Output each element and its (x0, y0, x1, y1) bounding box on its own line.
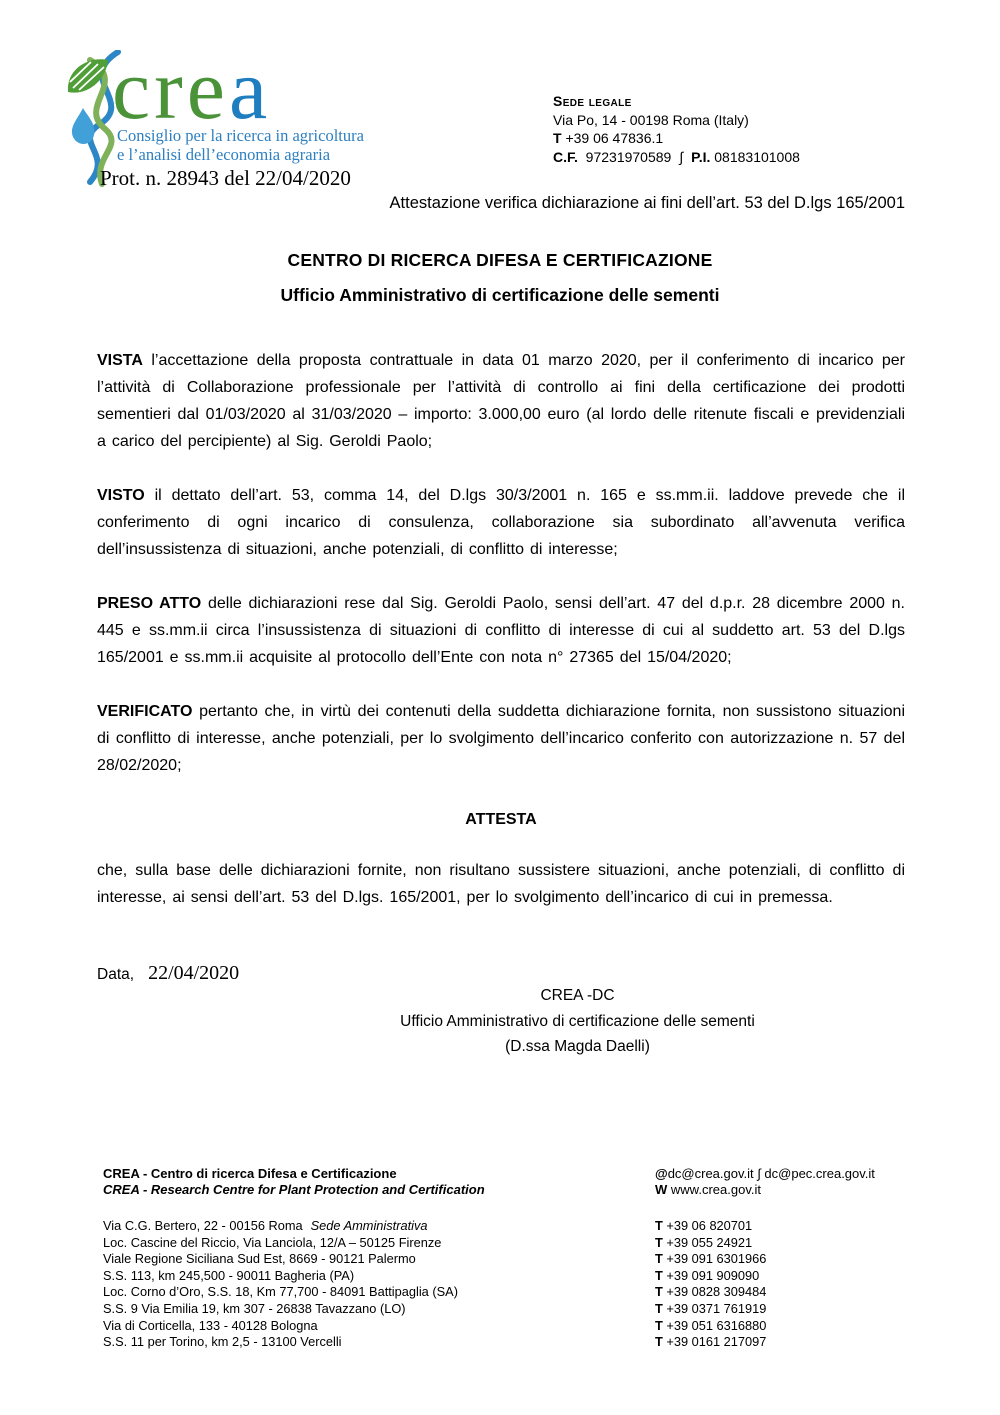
footer-address-row (103, 1318, 655, 1335)
web-value: www.crea.gov.it (670, 1182, 761, 1197)
separator-glyph: ∫ (679, 148, 684, 165)
center-title: CENTRO DI RICERCA DIFESA E CERTIFICAZIONE (287, 250, 713, 270)
paragraph-visto (97, 482, 905, 563)
phone-value: +39 0828 309484 (666, 1284, 767, 1300)
footer-address-row (103, 1334, 655, 1351)
logo-tagline (117, 126, 364, 164)
phone-value: +39 055 24921 (666, 1234, 753, 1250)
web-label: W (655, 1182, 668, 1197)
address-text: Viale Regione Siciliana Sud Est, 8669 - 90121 Palermo (103, 1251, 416, 1267)
sede-address: Via Po, 14 - 00198 Roma (Italy) (553, 111, 749, 128)
address-text: S.S. 9 Via Emilia 19, km 307 - 26838 Tavazzano (LO) (103, 1300, 406, 1316)
phone-label: T (655, 1334, 663, 1350)
footer-phone-row (655, 1301, 918, 1318)
legal-office-block (553, 92, 800, 166)
footer-address-row (103, 1218, 655, 1235)
office-subtitle: Ufficio Amministrativo di certificazione delle sementi (280, 285, 720, 305)
footer-address-row (103, 1284, 655, 1301)
footer-left-column (103, 1166, 655, 1351)
paragraph-vista-lead: VISTA (97, 352, 143, 369)
footer-contact-block (655, 1166, 918, 1218)
footer (103, 1166, 918, 1351)
footer-phone-row (655, 1334, 918, 1351)
paragraph-preso-atto (97, 590, 905, 671)
phone-label: T (655, 1267, 663, 1283)
footer-right-column (655, 1166, 918, 1351)
phone-value: +39 051 6316880 (666, 1317, 767, 1333)
footer-org-block (103, 1166, 655, 1218)
paragraph-vista-text: l’accettazione della proposta contrattuale in data 01 marzo 2020, per il conferimento di incarico per l’attività di Collaborazione professionale per l’attività di controllo ai fini della certificazione dei prodotti sementieri dal 01/03/2020 al 31/03/2020 – importo: 3.000,00 euro (al lordo delle ritenute fiscali e previdenziali a carico del percipiente) al Sig. Geroldi Paolo; (97, 352, 905, 450)
phone-label: T (655, 1251, 663, 1267)
sede-phone-line (553, 129, 800, 148)
footer-email-line (655, 1166, 918, 1182)
paragraph-vista (97, 347, 905, 455)
footer-address-row (103, 1268, 655, 1285)
protocol-line: Prot. n. 28943 del 22/04/2020 (100, 166, 351, 190)
signature-name: (D.ssa Magda Daelli) (505, 1038, 650, 1055)
email-label: @ (655, 1166, 668, 1181)
attesta-body: che, sulla base delle dichiarazioni fornite, non risultano sussistere situazioni, anche potenziali, di conflitto di interesse, ai sensi dell’art. 53 del D.lgs. 165/2001, per lo svolgimento dell’incarico di cui in premessa. (97, 862, 905, 906)
phone-value: +39 06 820701 (666, 1218, 753, 1233)
footer-phone-row (655, 1218, 918, 1235)
document-body (97, 347, 905, 938)
footer-phone-row (655, 1318, 918, 1335)
paragraph-preso-atto-lead: PRESO ATTO (97, 595, 202, 612)
phone-label: T (655, 1284, 663, 1300)
footer-address-row (103, 1235, 655, 1252)
footer-address-row (103, 1301, 655, 1318)
phone-value: +39 0371 761919 (666, 1300, 767, 1316)
phone-label: T (655, 1234, 663, 1250)
footer-org-english: CREA - Research Centre for Plant Protection and Certification (103, 1182, 485, 1197)
phone-value: +39 0161 217097 (666, 1334, 767, 1350)
address-text: Via di Corticella, 133 - 40128 Bologna (103, 1317, 318, 1333)
phone-value: +39 091 909090 (666, 1267, 760, 1283)
footer-phone-row (655, 1284, 918, 1301)
attesta-heading: ATTESTA (465, 811, 537, 828)
fiscal-line (553, 148, 800, 167)
cf-label: C.F. (553, 148, 578, 165)
paragraph-verificato (97, 698, 905, 779)
tagline-line2: e l’analisi dell’economia agraria (117, 145, 331, 164)
phone-label: T (553, 130, 562, 146)
address-text: S.S. 113, km 245,500 - 90011 Bagheria (PA) (103, 1267, 355, 1283)
document-subject: Attestazione verifica dichiarazione ai fini dell’art. 53 del D.lgs 165/2001 (389, 194, 905, 212)
date-value: 22/04/2020 (148, 962, 240, 984)
paragraph-verificato-text: pertanto che, in virtù dei contenuti della suddetta dichiarazione fornita, non sussistono situazioni di conflitto di interesse, anche potenziali, per lo svolgimento dell’incarico conferito con autorizzazione n. 57 del 28/02/2020; (97, 703, 905, 774)
brand-blue-text: a (228, 41, 272, 137)
address-text: Loc. Corno d’Oro, S.S. 18, Km 77,700 - 84091 Battipaglia (SA) (103, 1284, 458, 1300)
brand-green-text: cre (112, 41, 229, 137)
sede-legale-heading: Sede legale (553, 93, 632, 109)
pi-label: P.I. (691, 148, 711, 165)
date-label: Data, (97, 966, 135, 983)
phone-label: T (655, 1218, 663, 1233)
address-text: Via C.G. Bertero, 22 - 00156 Roma (103, 1218, 303, 1233)
tagline-line1: Consiglio per la ricerca in agricoltura (117, 126, 364, 145)
date-line (97, 962, 239, 985)
email-values: dc@crea.gov.it ∫ dc@pec.crea.gov.it (667, 1166, 875, 1181)
footer-address-row (103, 1251, 655, 1268)
address-text: Loc. Cascine del Riccio, Via Lanciola, 12/A – 50125 Firenze (103, 1234, 442, 1250)
address-note: Sede Amministrativa (310, 1218, 428, 1233)
paragraph-visto-lead: VISTO (97, 487, 145, 504)
phone-label: T (655, 1300, 663, 1316)
signature-office: Ufficio Amministrativo di certificazione delle sementi (400, 1012, 755, 1030)
footer-phone-row (655, 1268, 918, 1285)
footer-phone-row (655, 1235, 918, 1252)
paragraph-verificato-lead: VERIFICATO (97, 703, 193, 720)
address-text: S.S. 11 per Torino, km 2,5 - 13100 Vercelli (103, 1334, 342, 1350)
phone-label: T (655, 1317, 663, 1333)
signature-org: CREA -DC (540, 987, 615, 1004)
paragraph-preso-atto-text: delle dichiarazioni rese dal Sig. Geroldi Paolo, sensi dell’art. 47 del d.p.r. 28 dicembre 2000 n. 445 e ss.mm.ii circa l’insussistenza di situazioni di conflitto di interesse di cui al suddetto art. 53 del D.lgs 165/2001 e ss.mm.ii acquisite al protocollo dell’Ente con nota n° 27365 del 15/04/2020; (97, 595, 905, 666)
pi-value: 08183101008 (714, 148, 800, 165)
paragraph-visto-text: il dettato dell’art. 53, comma 14, del D.lgs 30/3/2001 n. 165 e ss.mm.ii. laddove prevede che il conferimento di ogni incarico di consulenza, collaborazione sia subordinato all’avvenuta verifica dell’insussistenza di situazioni, anche potenziali, di conflitto di interesse; (97, 487, 905, 558)
phone-value: +39 06 47836.1 (565, 130, 664, 146)
footer-web-line (655, 1182, 918, 1198)
footer-org-italian: CREA - Centro di ricerca Difesa e Certificazione (103, 1166, 397, 1181)
phone-value: +39 091 6301966 (666, 1251, 767, 1267)
crea-logo-wordmark (112, 41, 272, 137)
signature-block (250, 983, 905, 1060)
footer-phone-row (655, 1251, 918, 1268)
cf-value: 97231970589 (585, 148, 672, 165)
